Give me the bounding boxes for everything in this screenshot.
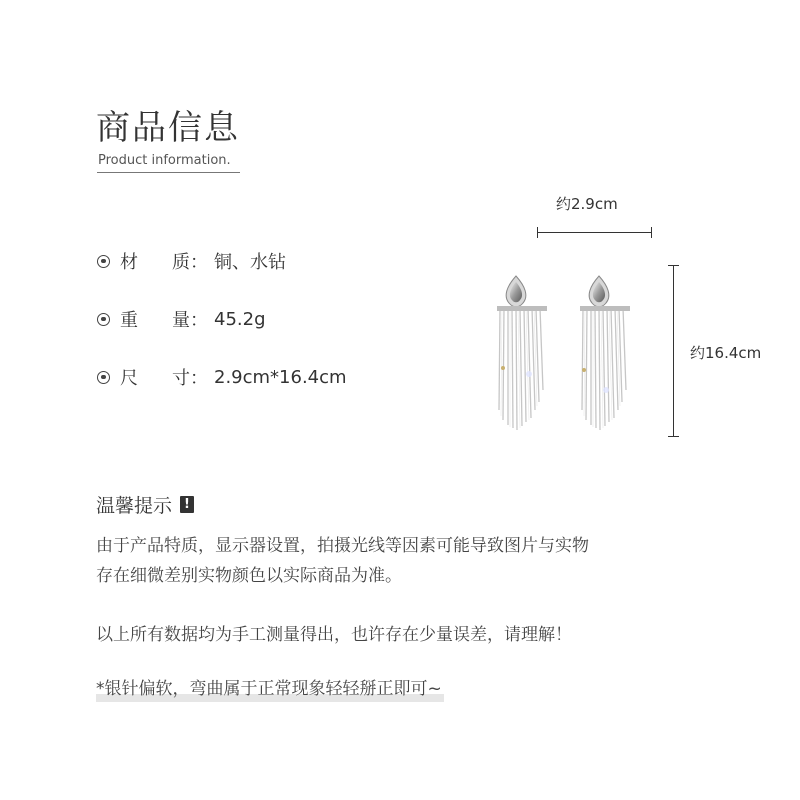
bullet-icon	[97, 255, 110, 268]
spec-colon: ：	[190, 368, 208, 389]
exclamation-icon: !	[180, 496, 194, 513]
subtitle-underline	[97, 172, 240, 173]
spec-colon: ：	[190, 252, 208, 273]
width-dimension-label: 约2.9cm	[556, 195, 618, 213]
spec-value: 45.2g	[214, 308, 266, 330]
page-title: 商品信息	[96, 108, 240, 148]
tips-note: *银针偏软，弯曲属于正常现象轻轻掰正即可~	[96, 679, 442, 699]
spec-colon: ：	[190, 310, 208, 331]
earring-right	[580, 276, 630, 430]
spec-key-char-2: 寸	[172, 368, 190, 389]
bullet-icon	[97, 371, 110, 384]
spec-weight	[97, 306, 266, 332]
bullet-icon	[97, 313, 110, 326]
tips-line-3: 以上所有数据均为手工测量得出，也许存在少量误差，请理解！	[96, 625, 572, 645]
spec-key-char-1: 尺	[120, 368, 138, 389]
spec-value: 2.9cm*16.4cm	[214, 366, 347, 388]
tips-title: 温馨提示	[96, 495, 173, 517]
tips-line-1: 由于产品特质，显示器设置，拍摄光线等因素可能导致图片与实物	[96, 536, 589, 556]
width-dimension-line	[537, 232, 652, 233]
spec-key-char-1: 材	[120, 252, 138, 273]
spec-material	[97, 248, 286, 274]
spec-key-char-2: 量	[172, 310, 190, 331]
spec-value: 铜、水钻	[214, 252, 286, 273]
tips-heading	[96, 491, 194, 518]
tips-line-2: 存在细微差别实物颜色以实际商品为准。	[96, 566, 402, 586]
spec-key-char-1: 重	[120, 310, 138, 331]
page-subtitle: Product information.	[98, 153, 231, 168]
earring-left	[497, 276, 547, 430]
spec-key-char-2: 质	[172, 252, 190, 273]
height-dimension-label: 约16.4cm	[690, 344, 762, 362]
height-dimension-line	[673, 265, 674, 437]
earrings-image	[490, 270, 640, 440]
spec-size	[97, 364, 347, 390]
